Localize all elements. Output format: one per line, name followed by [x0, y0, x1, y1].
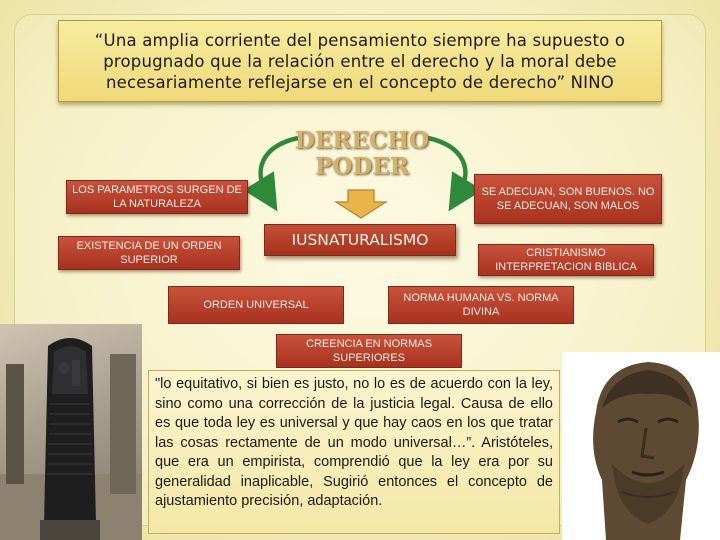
se-adecuan-box: [474, 174, 662, 224]
parametros-label: LOS PARAMETROS SURGEN DE LA NATURALEZA: [72, 184, 242, 210]
title-derecho: DERECHO: [294, 127, 430, 154]
cristianismo-box: [478, 244, 654, 276]
creencia-label: CREENCIA EN NORMAS SUPERIORES: [306, 338, 432, 364]
aristotle-bust-photo: [562, 352, 720, 540]
aristoteles-quote-box: [148, 370, 560, 534]
derecho-poder-title: [292, 128, 432, 180]
se-adecuan-label: SE ADECUAN, SON BUENOS. NO SE ADECUAN, SON MALOS: [481, 186, 655, 212]
parametros-box: [66, 180, 248, 214]
title-poder: PODER: [315, 153, 409, 180]
norma-humana-label: NORMA HUMANA VS. NORMA DIVINA: [403, 292, 559, 318]
orden-superior-label: EXISTENCIA DE UN ORDEN SUPERIOR: [76, 240, 222, 266]
orden-universal-box: [168, 286, 344, 324]
iusnaturalismo-label: IUSNATURALISMO: [291, 231, 429, 249]
orden-superior-box: [58, 236, 240, 270]
nino-quote-text: “Una amplia corriente del pensamiento siempre ha supuesto o propugnado que la relación entre el derecho y la moral debe necesariamente reflejarse en el concepto de derecho” NINO: [94, 30, 626, 92]
iusnaturalismo-box: [264, 224, 456, 256]
aristoteles-quote-text: "lo equitativo, si bien es justo, no lo es de acuerdo con la ley, sino como una corrección de la justicia legal. Causa de ello es que toda ley es universal y que hay caos en los que tratar las cosas rectamente de un modo universal…”. Aristóteles, que era un empirista, comprendió que la ley era por su generalidad inaplicable, Sugirió entonces el concepto de ajustamiento precisión, adaptación.: [155, 376, 553, 509]
cristianismo-label: CRISTIANISMO INTERPRETACION BIBLICA: [495, 247, 637, 273]
orden-universal-label: ORDEN UNIVERSAL: [203, 299, 309, 311]
nino-quote-box: [58, 20, 662, 102]
hammurabi-stele-photo: [0, 324, 142, 540]
norma-humana-box: [388, 286, 574, 324]
creencia-box: [276, 334, 462, 368]
